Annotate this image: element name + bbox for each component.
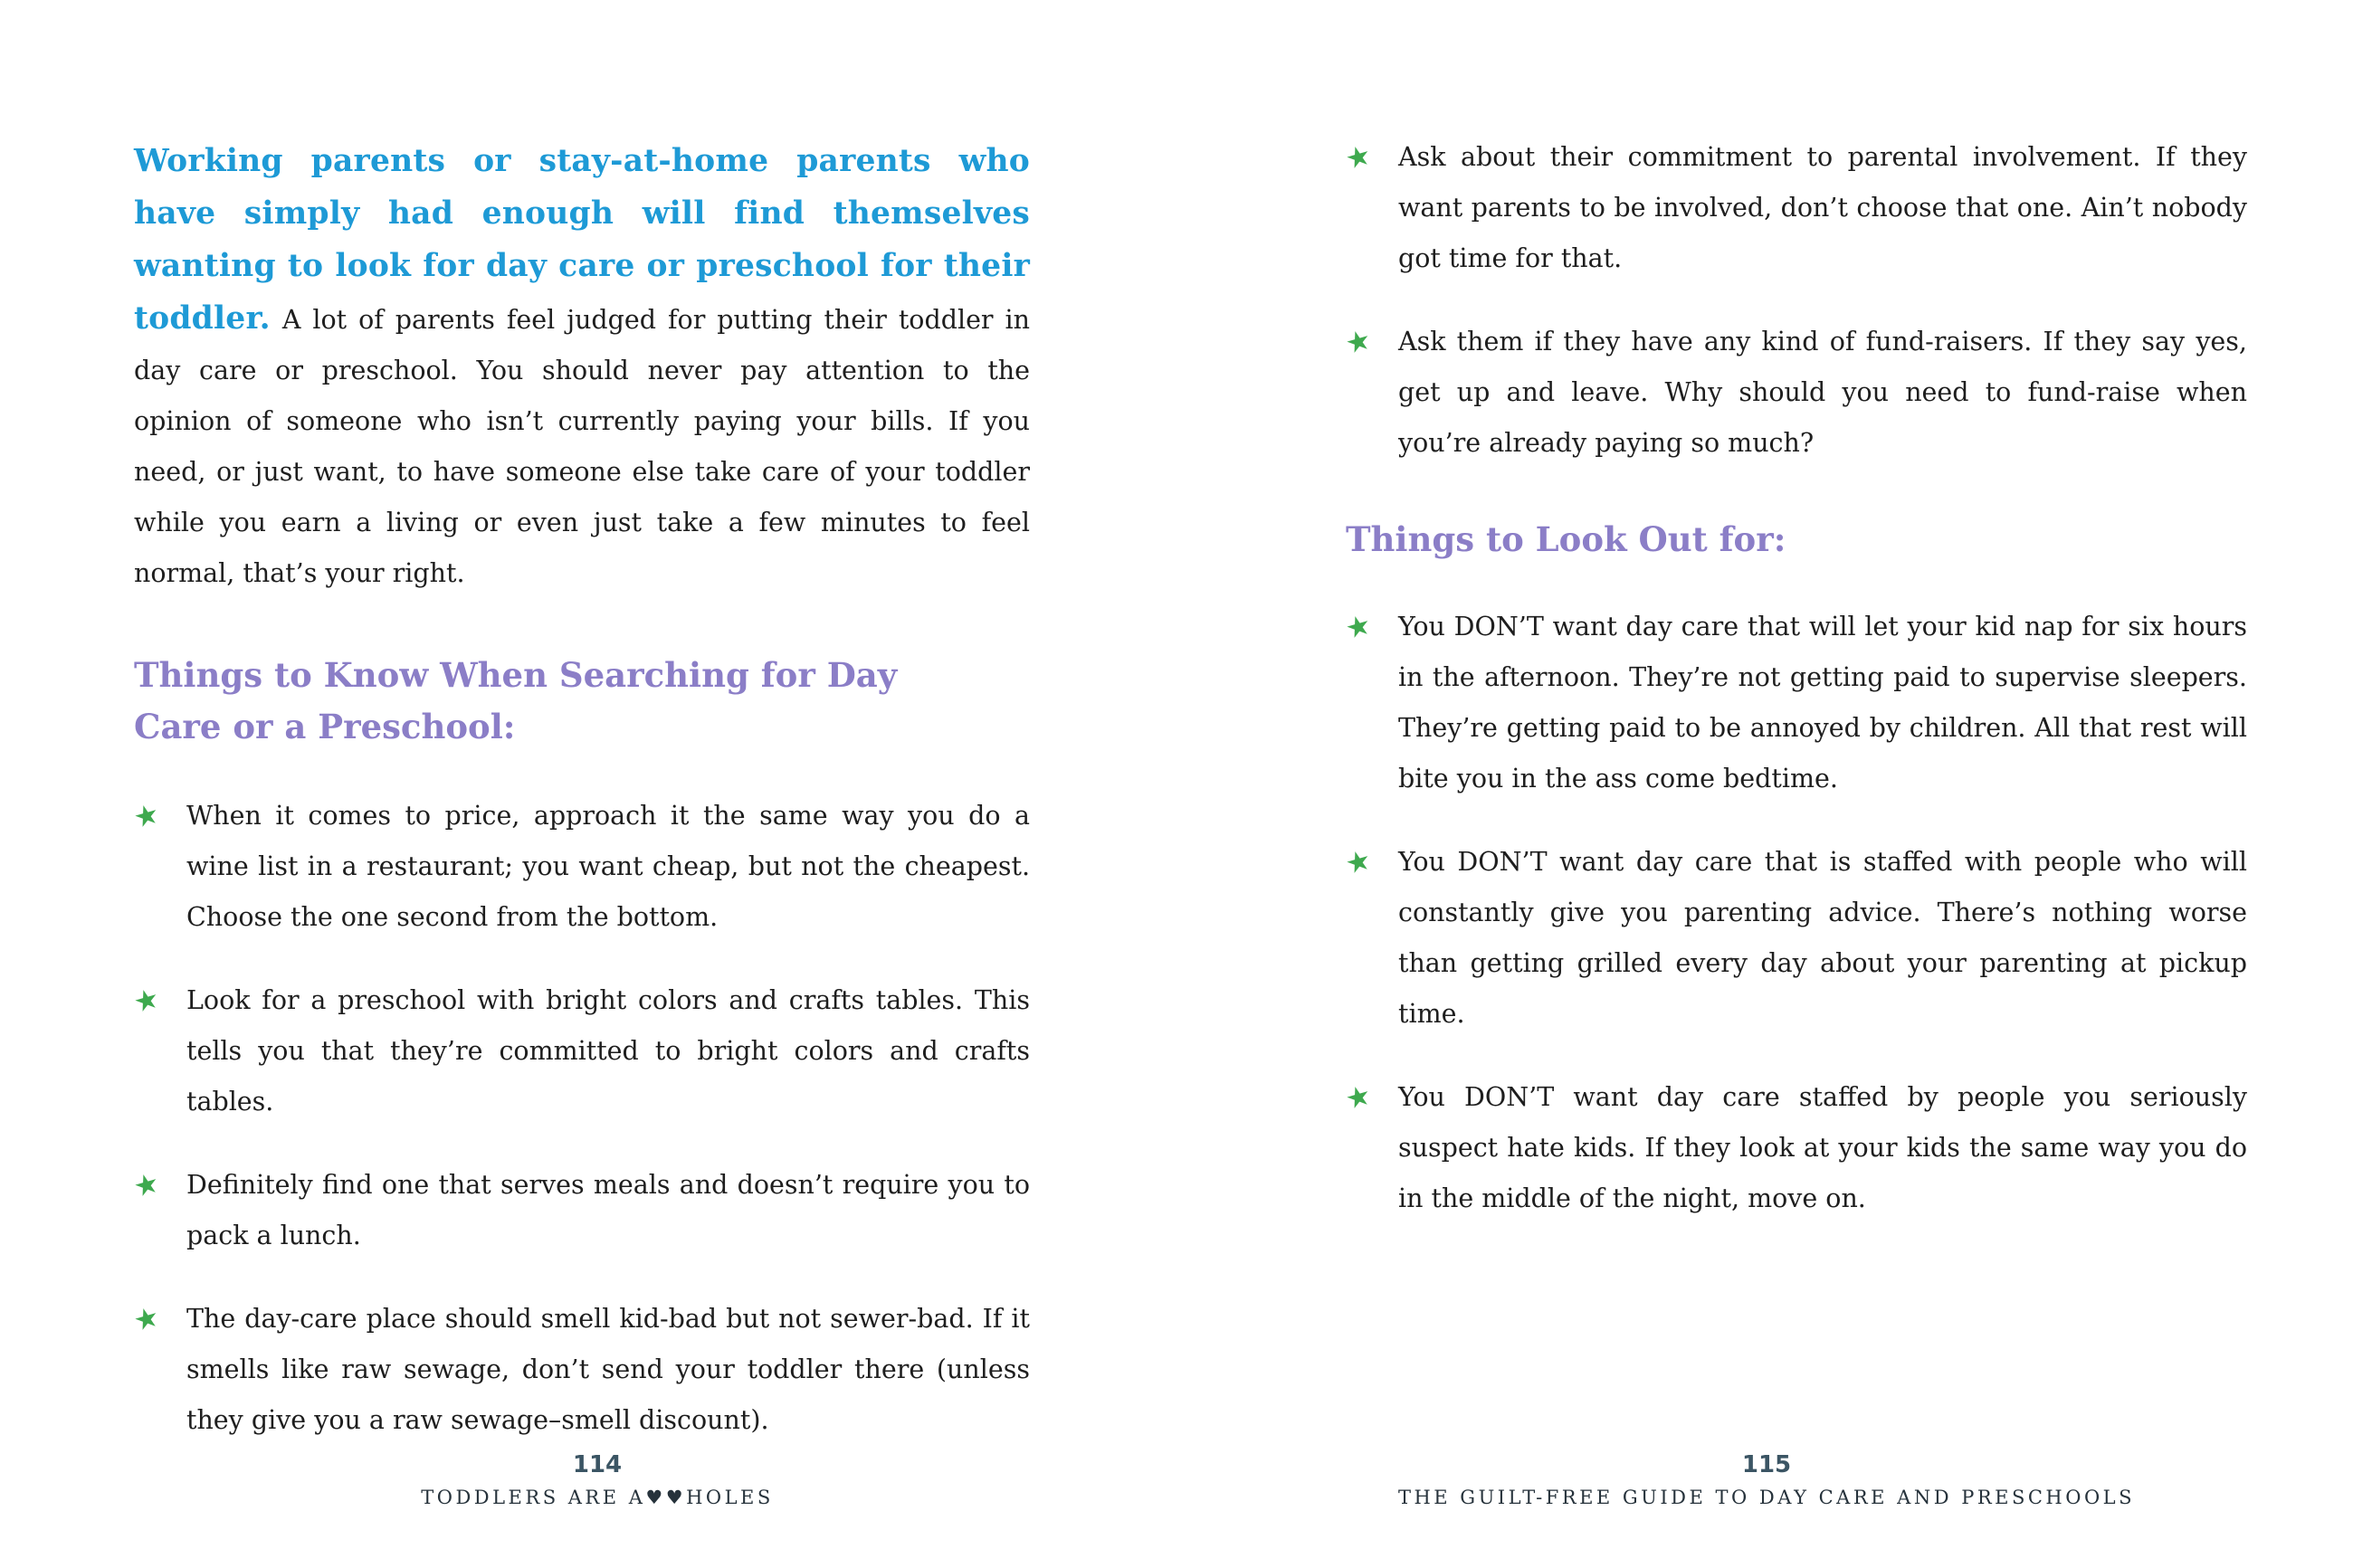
list-item: [1341, 1072, 2247, 1224]
right-top-bullet-list: [1341, 132, 2247, 469]
right-bullet-list: [1341, 602, 2247, 1224]
bullet-text: Definitely find one that serves meals and doesn’t require you to pack a lunch.: [186, 1170, 1030, 1250]
star-bullet-icon: ★: [1341, 322, 1376, 362]
list-item: [129, 1160, 1030, 1261]
running-footer-book-title: TODDLERS ARE A♥♥HOLES: [421, 1487, 774, 1508]
bullet-text: When it comes to price, approach it the same way you do a wine list in a restaurant; you want cheap, but not the cheapest. Choose the one second from the bottom.: [186, 801, 1030, 932]
star-bullet-icon: ★: [129, 796, 164, 836]
star-bullet-icon: ★: [129, 981, 164, 1021]
bullet-text: You DON’T want day care staffed by people you seriously suspect hate kids. If they look at your kids the same way you do in the middle of the night, move on.: [1398, 1082, 2247, 1213]
bullet-text: Look for a preschool with bright colors and crafts tables. This tells you that they’re committed to bright colors and crafts tables.: [186, 985, 1030, 1117]
section-heading-look-out: Things to Look Out for:: [1346, 519, 1786, 559]
star-bullet-icon: ★: [1341, 842, 1376, 882]
star-bullet-icon: ★: [1341, 1078, 1376, 1117]
lead-in-text: Working parents or stay-at-home parents who have simply had enough will find themselves wanting to look for day care or preschool for their toddler.: [134, 143, 1030, 337]
star-bullet-icon: ★: [129, 1299, 164, 1339]
intro-body-text: A lot of parents feel judged for putting their toddler in day care or preschool. You should never pay attention to the opinion of someone who isn’t currently paying your bills. If you need, or just want, to have someone else take care of your toddler while you earn a living or even just take a few minutes to feel normal, that’s your right.: [134, 305, 1030, 588]
list-item: [129, 1294, 1030, 1446]
left-page-footer: [145, 1451, 1050, 1508]
bullet-text: Ask about their commitment to parental involvement. If they want parents to be involved, don’t choose that one. Ain’t nobody got time for that.: [1398, 142, 2247, 273]
list-item: [129, 791, 1030, 943]
star-bullet-icon: ★: [1341, 138, 1376, 177]
list-item: [1341, 837, 2247, 1040]
running-footer-chapter-title: THE GUILT-FREE GUIDE TO DAY CARE AND PRESCHOOLS: [1397, 1487, 2136, 1508]
bullet-text: The day-care place should smell kid-bad but not sewer-bad. If it smells like raw sewage, don’t send your toddler there (unless they give you a raw sewage–smell discount).: [186, 1304, 1030, 1435]
list-item: [1341, 132, 2247, 284]
list-item: [129, 975, 1030, 1127]
bullet-text: You DON’T want day care that will let your kid nap for six hours in the afternoon. They’re not getting paid to supervise sleepers. They’re getting paid to be annoyed by children. All that rest will bite you in the ass come bedtime.: [1398, 612, 2247, 794]
list-item: [1341, 602, 2247, 804]
section-heading-day-care-search: Things to Know When Searching for Day Care or a Preschool:: [134, 655, 898, 746]
bullet-text: You DON’T want day care that is staffed with people who will constantly give you parenting advice. There’s nothing worse than getting grilled every day about your parenting at pickup time.: [1398, 847, 2247, 1029]
right-page: [1341, 132, 2247, 1224]
list-item: [1341, 317, 2247, 469]
intro-paragraph: [134, 136, 1030, 599]
left-bullet-list: [129, 791, 1030, 1446]
page-number: 114: [572, 1451, 623, 1478]
star-bullet-icon: ★: [129, 1165, 164, 1205]
left-page: [129, 136, 1030, 1446]
right-page-footer: [1300, 1451, 2233, 1508]
bullet-text: Ask them if they have any kind of fund-raisers. If they say yes, get up and leave. Why should you need to fund-raise when you’re already paying so much?: [1398, 327, 2247, 458]
star-bullet-icon: ★: [1341, 607, 1376, 647]
page-number: 115: [1741, 1451, 1792, 1478]
